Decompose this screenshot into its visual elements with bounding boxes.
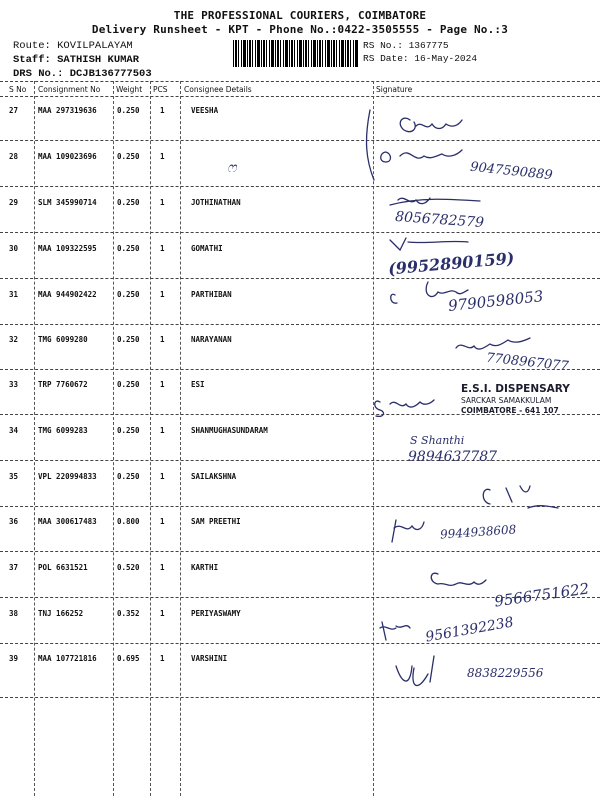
row-consignee: JOTHINATHAN [191, 198, 241, 207]
col-sno: S No [9, 85, 27, 94]
row-sno: 30 [9, 244, 19, 253]
handwritten-phone: 8838229556 [467, 666, 544, 680]
row-pcs: 1 [160, 472, 165, 481]
handwritten-name: S Shanthi [410, 434, 465, 447]
stamp-line: COIMBATORE - 641 107 [461, 406, 559, 415]
row-weight: 0.520 [117, 563, 140, 572]
handwritten-phone: 9894637787 [408, 449, 498, 465]
row-pcs: 1 [160, 563, 165, 572]
row-consignee: PARTHIBAN [191, 290, 232, 299]
row-consignment: TMG 6099283 [38, 426, 88, 435]
handwritten-phone: (9952890159) [387, 248, 516, 279]
row-consignee: KARTHI [191, 563, 219, 572]
staff-label: Staff: SATHISH KUMAR [13, 54, 140, 66]
row-consignment: MAA 109322595 [38, 244, 97, 253]
row-weight: 0.250 [117, 152, 140, 161]
scribble-mark: ෆ [227, 160, 237, 176]
row-sno: 36 [9, 517, 19, 526]
row-weight: 0.800 [117, 517, 140, 526]
row-consignee: SHANMUGHASUNDARAM [191, 426, 268, 435]
row-consignee: ESI [191, 380, 205, 389]
col-pcs: PCS [153, 85, 168, 94]
col-divider [150, 81, 151, 796]
row-sno: 31 [9, 290, 19, 299]
row-sno: 32 [9, 335, 19, 344]
row-consignment: VPL 220994833 [38, 472, 97, 481]
row-consignment: TRP 7760672 [38, 380, 88, 389]
row-weight: 0.250 [117, 198, 140, 207]
drs-number: DRS No.: DCJB136777503 [13, 68, 152, 80]
handwritten-phone: 9566751622 [493, 579, 591, 611]
row-consignment: MAA 297319636 [38, 106, 97, 115]
row-consignment: MAA 109023696 [38, 152, 97, 161]
table-header-rule [0, 96, 600, 97]
row-consignee: PERIYASWAMY [191, 609, 241, 618]
runsheet-subtitle: Delivery Runsheet - KPT - Phone No.:0422-3505555 - Page No.:3 [91, 23, 509, 36]
stamp-line: SARCKAR SAMAKKULAM [461, 396, 552, 405]
row-weight: 0.695 [117, 654, 140, 663]
row-pcs: 1 [160, 106, 165, 115]
dispensary-stamp [461, 383, 591, 415]
stamp-line: E.S.I. DISPENSARY [461, 383, 570, 395]
col-divider [180, 81, 181, 796]
row-weight: 0.250 [117, 380, 140, 389]
row-sno: 29 [9, 198, 19, 207]
row-weight: 0.250 [117, 426, 140, 435]
row-consignment: POL 6631521 [38, 563, 88, 572]
row-sno: 28 [9, 152, 19, 161]
company-title: THE PROFESSIONAL COURIERS, COIMBATORE [173, 9, 427, 22]
rs-date: RS Date: 16-May-2024 [363, 53, 478, 64]
handwritten-phone: 7708967077 [485, 350, 570, 375]
barcode-image [233, 40, 358, 67]
row-consignment: TNJ 166252 [38, 609, 84, 618]
handwritten-phone: 9561392238 [424, 614, 515, 646]
row-sno: 38 [9, 609, 19, 618]
table-top-rule [0, 81, 600, 82]
row-consignment: SLM 345990714 [38, 198, 97, 207]
row-weight: 0.250 [117, 106, 140, 115]
row-pcs: 1 [160, 244, 165, 253]
row-consignee: NARAYANAN [191, 335, 232, 344]
row-weight: 0.250 [117, 472, 140, 481]
row-pcs: 1 [160, 152, 165, 161]
col-consignment: Consignment No [38, 85, 101, 94]
handwritten-phone: 9944938608 [439, 522, 517, 542]
row-pcs: 1 [160, 380, 165, 389]
row-consignment: TMG 6099280 [38, 335, 88, 344]
handwritten-phone: 8056782579 [394, 208, 485, 232]
col-consignee: Consignee Details [184, 85, 252, 94]
row-sno: 35 [9, 472, 19, 481]
row-sno: 34 [9, 426, 19, 435]
row-pcs: 1 [160, 290, 165, 299]
row-pcs: 1 [160, 517, 165, 526]
route-label: Route: KOVILPALAYAM [13, 40, 133, 52]
row-sno: 27 [9, 106, 19, 115]
row-consignee: GOMATHI [191, 244, 223, 253]
row-sno: 33 [9, 380, 19, 389]
row-consignment: MAA 944902422 [38, 290, 97, 299]
row-sno: 37 [9, 563, 19, 572]
col-divider [113, 81, 114, 796]
row-pcs: 1 [160, 654, 165, 663]
row-pcs: 1 [160, 426, 165, 435]
row-consignee: SAILAKSHNA [191, 472, 237, 481]
handwritten-phone: 9047590889 [469, 159, 554, 184]
row-consignee: VARSHINI [191, 654, 228, 663]
row-weight: 0.352 [117, 609, 140, 618]
row-sno: 39 [9, 654, 19, 663]
row-pcs: 1 [160, 198, 165, 207]
handwritten-phone: 9790598053 [447, 287, 545, 315]
row-consignee: SAM PREETHI [191, 517, 241, 526]
rs-number: RS No.: 1367775 [363, 40, 449, 51]
row-consignment: MAA 300617483 [38, 517, 97, 526]
col-signature: Signature [376, 85, 413, 94]
row-pcs: 1 [160, 335, 165, 344]
row-consignment: MAA 107721816 [38, 654, 97, 663]
row-weight: 0.250 [117, 335, 140, 344]
col-weight: Weight [116, 85, 143, 94]
row-weight: 0.250 [117, 244, 140, 253]
row-pcs: 1 [160, 609, 165, 618]
col-divider [34, 81, 35, 796]
row-consignee: VEESHA [191, 106, 219, 115]
row-weight: 0.250 [117, 290, 140, 299]
